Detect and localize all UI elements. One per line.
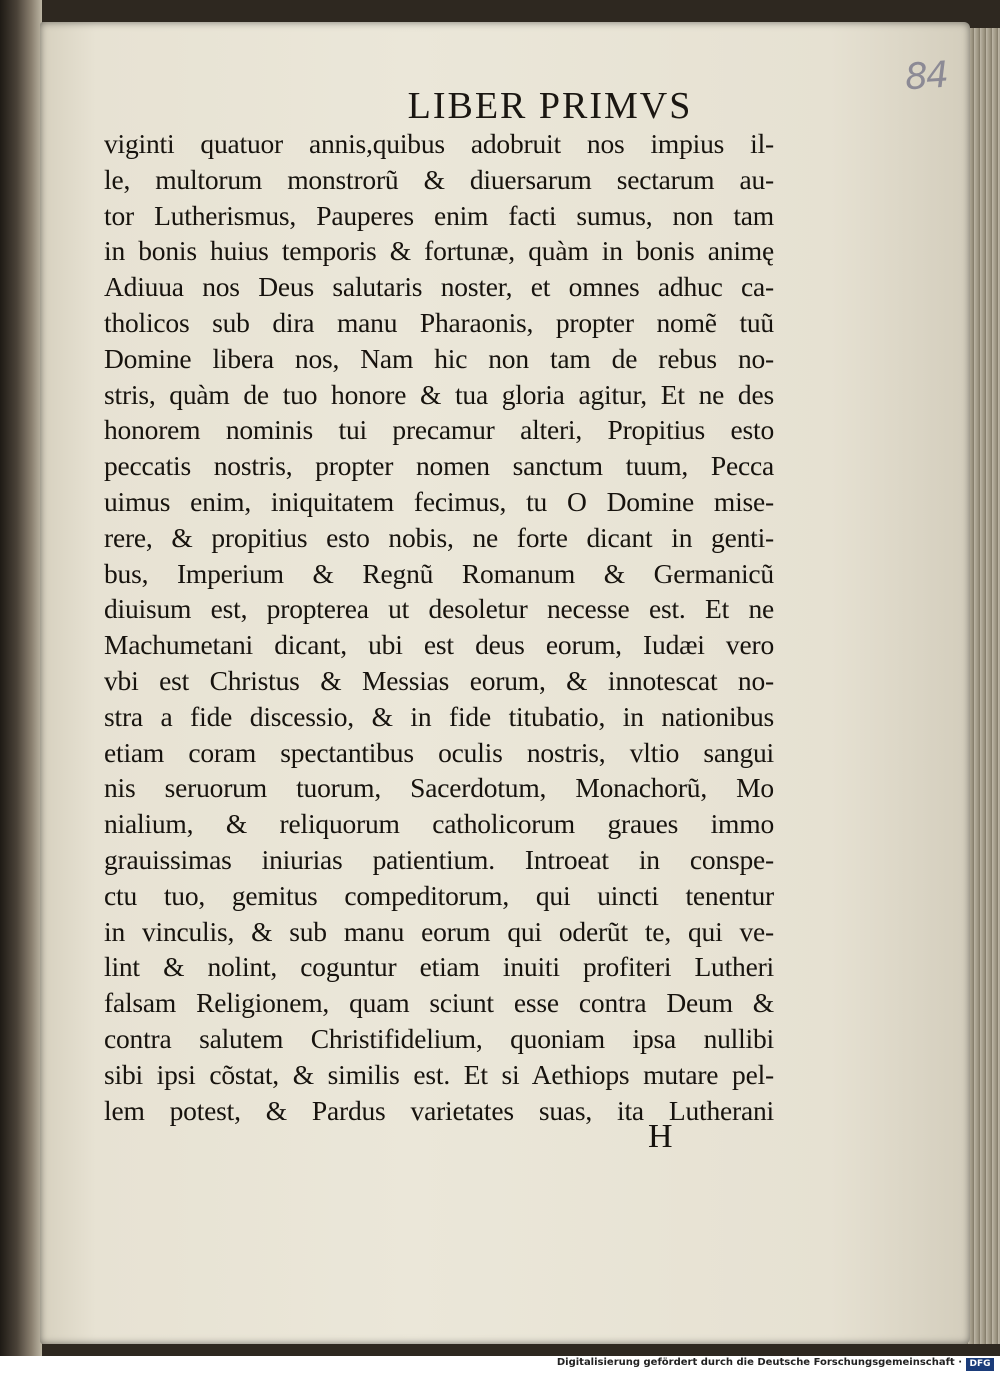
- text-line: vbi est Christus & Messias eorum, & innotescat no-: [104, 664, 774, 696]
- text-line: lint & nolint, coguntur etiam inuiti profiteri Lutheri: [104, 951, 774, 983]
- text-line: uimus enim, iniquitatem fecimus, tu O Domine mise-: [104, 485, 774, 517]
- folio-number: 84: [903, 54, 949, 99]
- footer-bar: [0, 1356, 1000, 1374]
- text-line: etiam coram spectantibus oculis nostris, vltio sangui: [104, 736, 774, 768]
- text-line: Adiuua nos Deus salutaris noster, et omnes adhuc ca-: [104, 271, 774, 303]
- text-line: peccatis nostris, propter nomen sanctum tuum, Pecca: [104, 450, 774, 482]
- text-line: in vinculis, & sub manu eorum qui oderũt te, qui ve-: [104, 915, 774, 947]
- text-line: stra a fide discessio, & in fide titubatio, in nationibus: [104, 700, 774, 732]
- text-line: tor Lutherismus, Pauperes enim facti sumus, non tam: [104, 199, 774, 231]
- book-binding: [0, 0, 42, 1356]
- body-text: [104, 126, 774, 1128]
- text-line: in bonis huius temporis & fortunæ, quàm in bonis animę: [104, 235, 774, 267]
- text-line: grauissimas iniurias patientium. Introeat in conspe-: [104, 843, 774, 875]
- text-line: nis seruorum tuorum, Sacerdotum, Monachorũ, Mo: [104, 772, 774, 804]
- text-line: nialium, & reliquorum catholicorum graues immo: [104, 808, 774, 840]
- text-line: tholicos sub dira manu Pharaonis, propter nomẽ tuũ: [104, 306, 774, 338]
- text-line: bus, Imperium & Regnũ Romanum & Germanicũ: [104, 557, 774, 589]
- text-line: ctu tuo, gemitus compeditorum, qui uincti tenentur: [104, 879, 774, 911]
- text-line: honorem nominis tui precamur alteri, Propitius esto: [104, 414, 774, 446]
- text-line: Domine libera nos, Nam hic non tam de rebus no-: [104, 342, 774, 374]
- text-line: viginti quatuor annis,quibus adobruit nos impius il-: [104, 128, 774, 159]
- text-line: diuisum est, propterea ut desoletur necesse est. Et ne: [104, 593, 774, 625]
- text-line: le, multorum monstrorũ & diuersarum sectarum au-: [104, 163, 774, 195]
- text-line: lem potest, & Pardus varietates suas, ita Lutherani: [104, 1094, 774, 1126]
- text-line: Machumetani dicant, ubi est deus eorum, Iudæi vero: [104, 629, 774, 661]
- signature-mark: H: [648, 1118, 673, 1155]
- running-head: LIBER PRIMVS: [407, 85, 693, 127]
- text-line: falsam Religionem, quam sciunt esse contra Deum &: [104, 987, 774, 1019]
- text-line: sibi ipsi cõstat, & similis est. Et si Aethiops mutare pel-: [104, 1058, 774, 1090]
- dfg-logo: DFG: [966, 1358, 994, 1371]
- footer-credit: Digitalisierung gefördert durch die Deutsche Forschungsgemeinschaft ·: [556, 1357, 962, 1368]
- text-line: contra salutem Christifidelium, quoniam ipsa nullibi: [104, 1022, 774, 1054]
- text-line: stris, quàm de tuo honore & tua gloria agitur, Et ne des: [104, 378, 774, 410]
- text-line: rere, & propitius esto nobis, ne forte dicant in genti-: [104, 521, 774, 553]
